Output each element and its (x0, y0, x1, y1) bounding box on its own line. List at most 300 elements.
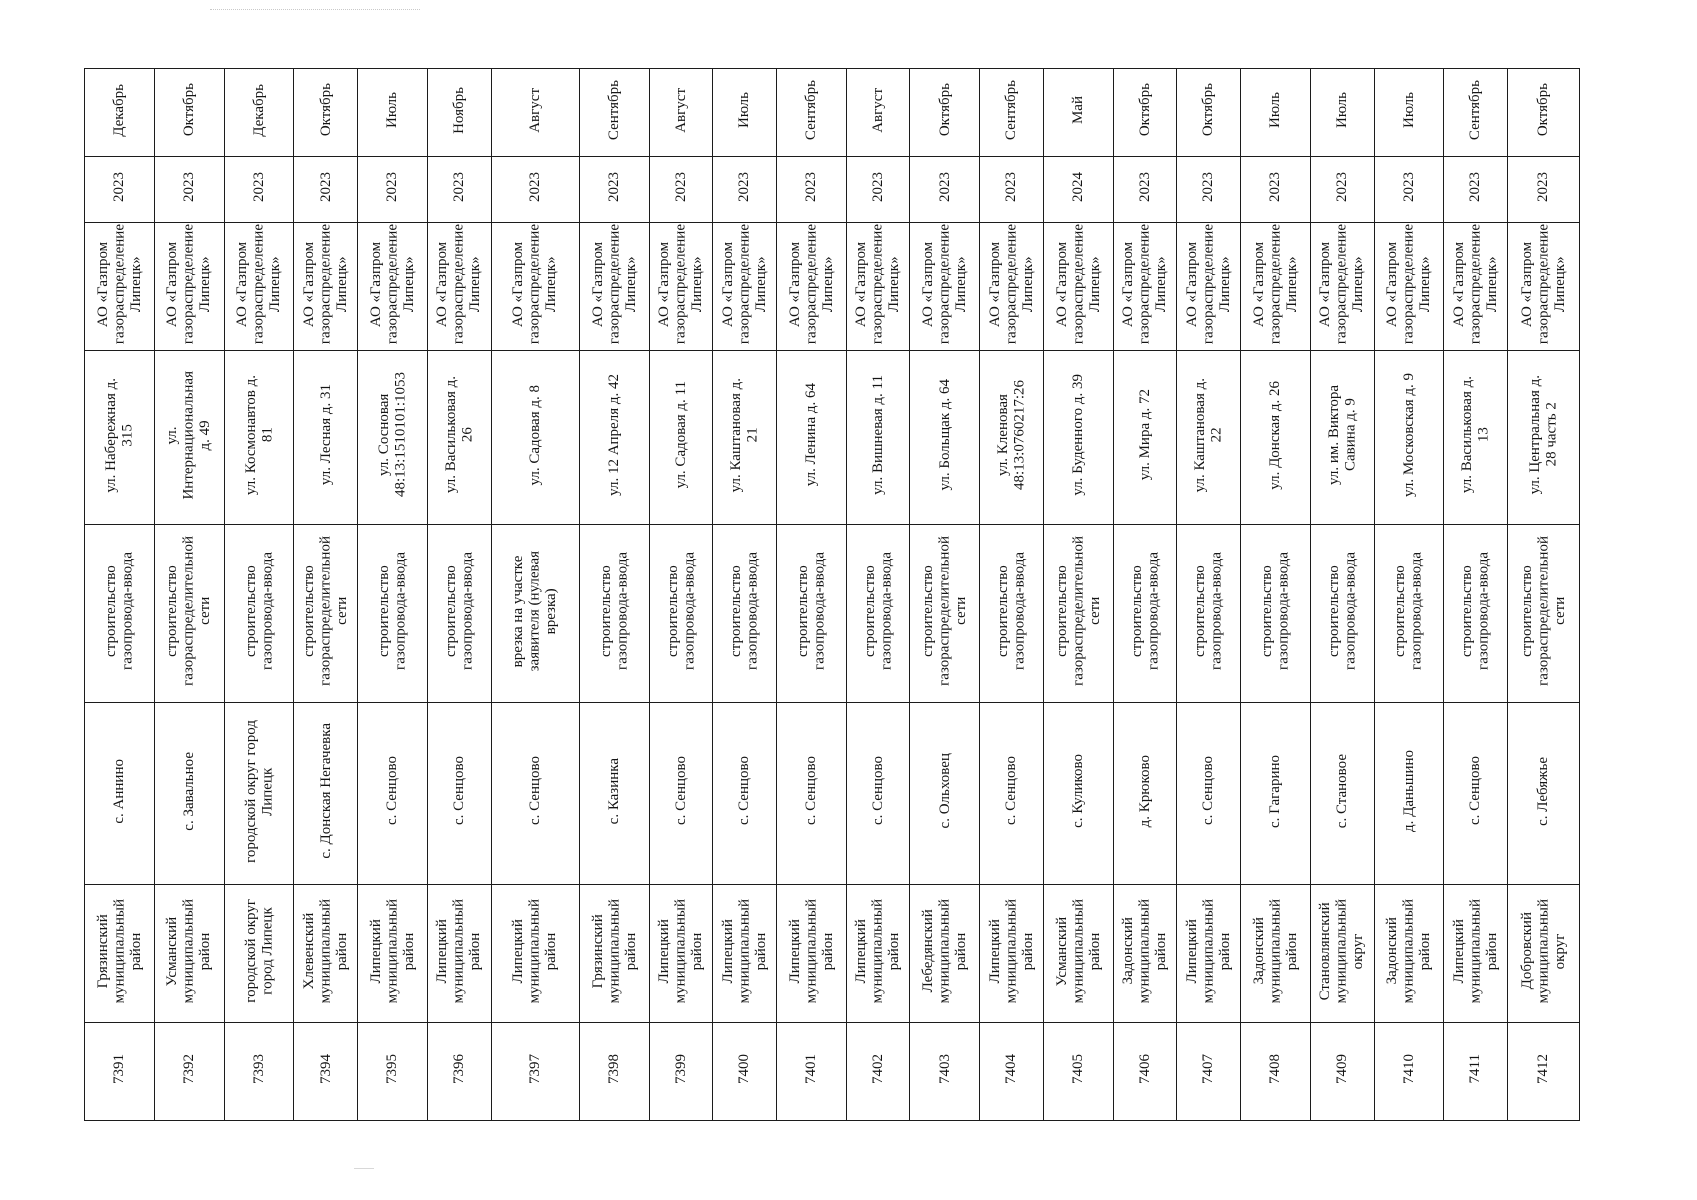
cell-year (294, 157, 358, 223)
locality-text: городской округ город Липецк (242, 719, 276, 863)
cell-address (776, 351, 846, 525)
cell-locality (1177, 703, 1241, 885)
cell-work (776, 525, 846, 703)
org-text: АО «Газпром газораспределение Липецк» (786, 223, 836, 345)
cell-locality (427, 703, 491, 885)
district-text: Усманский муниципальный район (164, 898, 214, 1004)
address-text: ул. Мира д. 72 (1136, 389, 1153, 481)
cell-district (1507, 885, 1579, 1023)
year-text: 2023 (736, 172, 753, 202)
locality-text: с. Лебяжье (1535, 756, 1552, 826)
locality-text: с. Аннино (111, 758, 128, 824)
cell-district (294, 885, 358, 1023)
cell-year (846, 157, 910, 223)
num-text: 7396 (450, 1054, 467, 1084)
cell-org (491, 223, 579, 351)
cell-locality (294, 703, 358, 885)
num-text: 7392 (180, 1054, 197, 1084)
cell-org (358, 223, 428, 351)
cell-district (1241, 885, 1311, 1023)
address-text: ул. Больщак д. 64 (936, 379, 953, 491)
field-row-organization (85, 223, 1580, 351)
cell-work (1177, 525, 1241, 703)
cell-month (154, 69, 224, 157)
address-text: ул. Набережная д. 315 (102, 377, 136, 493)
cell-district (846, 885, 910, 1023)
locality-text: д. Даньшино (1400, 750, 1417, 832)
locality-text: с. Сенцово (450, 756, 467, 826)
cell-org (579, 223, 649, 351)
cell-address (1241, 351, 1311, 525)
district-text: Липецкий муниципальный район (786, 898, 836, 1004)
org-text: АО «Газпром газораспределение Липецк» (656, 223, 706, 345)
cell-year (579, 157, 649, 223)
cell-org (1444, 223, 1508, 351)
num-text: 7403 (936, 1054, 953, 1084)
cell-year (1241, 157, 1311, 223)
address-text: ул. Ленина д. 64 (803, 383, 820, 487)
cell-org (713, 223, 777, 351)
address-text: ул. Космонавтов д. 81 (242, 374, 276, 496)
cell-org (846, 223, 910, 351)
address-text: ул. Васильковая д. 13 (1459, 376, 1492, 494)
cell-year (1177, 157, 1241, 223)
org-text: АО «Газпром газораспределение Липецк» (434, 223, 484, 345)
month-text: Июль (1400, 92, 1417, 128)
district-text: Липецкий муниципальный район (1183, 898, 1233, 1004)
cell-address (649, 351, 713, 525)
cell-district (776, 885, 846, 1023)
num-text: 7404 (1003, 1054, 1020, 1084)
cell-work (427, 525, 491, 703)
work-text: строительство газораспределительной сети (1053, 536, 1103, 686)
locality-text: с. Сенцово (869, 756, 886, 826)
year-text: 2023 (1535, 172, 1552, 202)
year-text: 2023 (1003, 172, 1020, 202)
cell-address (1043, 351, 1113, 525)
cell-locality (649, 703, 713, 885)
cell-district (1310, 885, 1374, 1023)
cell-year (1444, 157, 1508, 223)
cell-address (358, 351, 428, 525)
cell-org (910, 223, 980, 351)
cell-num (1241, 1023, 1311, 1121)
address-text: ул. Интернациональная д. 49 (164, 370, 214, 500)
cell-locality (224, 703, 294, 885)
cell-month (1177, 69, 1241, 157)
cell-locality (1113, 703, 1177, 885)
district-text: Липецкий муниципальный район (510, 898, 560, 1004)
cell-address (1177, 351, 1241, 525)
district-text: Грязинский муниципальный район (94, 898, 144, 1004)
district-text: Липецкий муниципальный район (367, 898, 417, 1004)
cell-num (491, 1023, 579, 1121)
cell-address (1113, 351, 1177, 525)
num-text: 7405 (1070, 1054, 1087, 1084)
org-text: АО «Газпром газораспределение Липецк» (1450, 223, 1500, 345)
month-text: Сентябрь (606, 79, 623, 141)
locality-text: с. Сенцово (1200, 756, 1217, 826)
cell-org (1177, 223, 1241, 351)
locality-text: с. Казинка (606, 757, 623, 825)
cell-month (1113, 69, 1177, 157)
district-text: Задонский муниципальный район (1250, 898, 1300, 1004)
org-text: АО «Газпром газораспределение Липецк» (986, 223, 1036, 345)
num-text: 7400 (736, 1054, 753, 1084)
work-text: строительство газопровода-ввода (102, 552, 136, 670)
year-text: 2023 (526, 172, 543, 202)
field-row-number (85, 1023, 1580, 1121)
year-text: 2023 (180, 172, 197, 202)
cell-year (491, 157, 579, 223)
cell-year (427, 157, 491, 223)
year-text: 2023 (672, 172, 689, 202)
work-text: строительство газопровода-ввода (242, 552, 276, 670)
cell-work (980, 525, 1044, 703)
cell-month (713, 69, 777, 157)
cell-address (294, 351, 358, 525)
cell-month (358, 69, 428, 157)
cell-work (910, 525, 980, 703)
cell-month (491, 69, 579, 157)
org-text: АО «Газпром газораспределение Липецк» (853, 223, 903, 345)
work-text: строительство газопровода-ввода (597, 552, 631, 670)
cell-address (427, 351, 491, 525)
cell-month (649, 69, 713, 157)
org-text: АО «Газпром газораспределение Липецк» (589, 223, 639, 345)
month-text: Октябрь (180, 83, 197, 137)
month-text: Декабрь (250, 83, 267, 137)
cell-address (224, 351, 294, 525)
work-text: строительство газопровода-ввода (1258, 552, 1292, 670)
org-text: АО «Газпром газораспределение Липецк» (920, 223, 970, 345)
cell-year (1507, 157, 1579, 223)
cell-month (1444, 69, 1508, 157)
num-text: 7408 (1267, 1054, 1284, 1084)
cell-district (579, 885, 649, 1023)
work-text: строительство газопровода-ввода (794, 552, 828, 670)
cell-num (1177, 1023, 1241, 1121)
cell-year (1113, 157, 1177, 223)
month-text: Август (526, 87, 543, 133)
address-text: ул. Буденного д. 39 (1070, 374, 1087, 496)
cell-month (294, 69, 358, 157)
cell-year (1310, 157, 1374, 223)
month-text: Октябрь (1136, 83, 1153, 137)
address-text: ул. Кленовая 48:13:0760217:26 (995, 379, 1028, 490)
month-text: Август (869, 87, 886, 133)
year-text: 2023 (317, 172, 334, 202)
cell-district (85, 885, 155, 1023)
cell-district (154, 885, 224, 1023)
cell-locality (1241, 703, 1311, 885)
district-text: Добровский муниципальный округ (1518, 898, 1568, 1004)
cell-month (1310, 69, 1374, 157)
cell-work (358, 525, 428, 703)
work-text: строительство газопровода-ввода (442, 552, 476, 670)
cell-year (1043, 157, 1113, 223)
num-text: 7394 (317, 1054, 334, 1084)
year-text: 2023 (606, 172, 623, 202)
scan-artifact-line (210, 9, 420, 10)
cell-month (776, 69, 846, 157)
address-text: ул. Вишневая д. 11 (869, 375, 886, 495)
cell-org (1310, 223, 1374, 351)
cell-year (649, 157, 713, 223)
month-text: Октябрь (317, 83, 334, 137)
month-text: Май (1070, 95, 1087, 125)
cell-num (358, 1023, 428, 1121)
cell-address (154, 351, 224, 525)
cell-address (1444, 351, 1508, 525)
num-text: 7406 (1136, 1054, 1153, 1084)
cell-org (1241, 223, 1311, 351)
year-text: 2023 (1136, 172, 1153, 202)
num-text: 7401 (803, 1054, 820, 1084)
work-text: строительство газораспределительной сети (164, 536, 214, 686)
cell-address (85, 351, 155, 525)
district-text: городской округ город Липецк (242, 899, 276, 1003)
address-text: ул. Васильковая д. 26 (442, 376, 476, 494)
cell-work (1507, 525, 1579, 703)
cell-district (1374, 885, 1444, 1023)
cell-num (1507, 1023, 1579, 1121)
cell-locality (846, 703, 910, 885)
cell-month (224, 69, 294, 157)
cell-address (491, 351, 579, 525)
year-text: 2023 (1400, 172, 1417, 202)
cell-work (1444, 525, 1508, 703)
year-text: 2023 (111, 172, 128, 202)
cell-address (713, 351, 777, 525)
field-row-district (85, 885, 1580, 1023)
month-text: Ноябрь (450, 86, 467, 134)
num-text: 7412 (1535, 1054, 1552, 1084)
district-text: Становлянский муниципальный округ (1317, 898, 1367, 1004)
cell-num (1374, 1023, 1444, 1121)
month-text: Сентябрь (1003, 79, 1020, 141)
district-text: Липецкий муниципальный район (986, 898, 1036, 1004)
work-text: строительство газопровода-ввода (1325, 552, 1359, 670)
org-text: АО «Газпром газораспределение Липецк» (367, 223, 417, 345)
cell-year (713, 157, 777, 223)
month-text: Июль (736, 92, 753, 128)
cell-district (1177, 885, 1241, 1023)
num-text: 7402 (869, 1054, 886, 1084)
district-text: Лебедянский муниципальный район (920, 898, 970, 1004)
cell-org (85, 223, 155, 351)
cell-locality (154, 703, 224, 885)
cell-year (910, 157, 980, 223)
address-text: ул. Лесная д. 31 (317, 384, 334, 486)
cell-month (579, 69, 649, 157)
cell-work (579, 525, 649, 703)
cell-district (713, 885, 777, 1023)
cell-district (358, 885, 428, 1023)
locality-text: с. Сенцово (526, 756, 543, 826)
district-text: Задонский муниципальный район (1120, 898, 1170, 1004)
org-text: АО «Газпром газораспределение Липецк» (719, 223, 769, 345)
cell-work (294, 525, 358, 703)
year-text: 2023 (803, 172, 820, 202)
field-row-month (85, 69, 1580, 157)
cell-month (1507, 69, 1579, 157)
district-text: Липецкий муниципальный район (656, 898, 706, 1004)
month-text: Сентябрь (1467, 79, 1484, 141)
org-text: АО «Газпром газораспределение Липецк» (510, 223, 560, 345)
cell-locality (358, 703, 428, 885)
cell-org (1374, 223, 1444, 351)
cell-work (1043, 525, 1113, 703)
num-text: 7397 (526, 1054, 543, 1084)
cell-district (649, 885, 713, 1023)
cell-work (154, 525, 224, 703)
cell-locality (713, 703, 777, 885)
address-text: ул. Сосновая 48:13:1510101:1053 (376, 372, 409, 498)
cell-num (427, 1023, 491, 1121)
cell-year (85, 157, 155, 223)
district-text: Липецкий муниципальный район (853, 898, 903, 1004)
work-text: строительство газораспределительной сети (301, 536, 351, 686)
cell-work (491, 525, 579, 703)
address-text: ул. Московская д. 9 (1400, 373, 1417, 497)
cell-district (427, 885, 491, 1023)
district-text: Хлевенский муниципальный район (301, 898, 351, 1004)
cell-num (85, 1023, 155, 1121)
cell-num (579, 1023, 649, 1121)
month-text: Июль (1267, 92, 1284, 128)
cell-locality (1374, 703, 1444, 885)
locality-text: с. Сенцово (803, 756, 820, 826)
cell-org (154, 223, 224, 351)
month-text: Октябрь (936, 83, 953, 137)
work-text: строительство газопровода-ввода (1392, 552, 1425, 670)
locality-text: с. Донская Негачевка (317, 723, 334, 859)
locality-text: с. Сенцово (384, 756, 401, 826)
cell-year (154, 157, 224, 223)
num-text: 7410 (1400, 1054, 1417, 1084)
cell-year (224, 157, 294, 223)
locality-text: с. Сенцово (672, 756, 689, 826)
cell-locality (910, 703, 980, 885)
cell-locality (579, 703, 649, 885)
cell-address (579, 351, 649, 525)
cell-work (649, 525, 713, 703)
year-text: 2023 (1333, 172, 1350, 202)
cell-org (1113, 223, 1177, 351)
cell-district (491, 885, 579, 1023)
work-text: строительство газораспределительной сети (920, 536, 970, 686)
cell-year (980, 157, 1044, 223)
month-text: Декабрь (111, 83, 128, 137)
address-text: ул. им. Виктора Савина д. 9 (1325, 385, 1359, 485)
year-text: 2023 (250, 172, 267, 202)
field-row-work-type (85, 525, 1580, 703)
num-text: 7391 (111, 1054, 128, 1084)
num-text: 7395 (384, 1054, 401, 1084)
address-text: ул. Центральная д. 28 часть 2 (1526, 375, 1560, 495)
month-text: Октябрь (1200, 83, 1217, 137)
cell-address (1374, 351, 1444, 525)
work-text: строительство газораспределительной сети (1518, 536, 1568, 686)
district-text: Липецкий муниципальный район (719, 898, 769, 1004)
org-text: АО «Газпром газораспределение Липецк» (1183, 223, 1233, 345)
cell-work (846, 525, 910, 703)
cell-year (358, 157, 428, 223)
year-text: 2024 (1070, 172, 1087, 202)
org-text: АО «Газпром газораспределение Липецк» (234, 223, 284, 345)
work-text: строительство газопровода-ввода (861, 552, 895, 670)
num-text: 7393 (250, 1054, 267, 1084)
cell-num (1444, 1023, 1508, 1121)
district-text: Липецкий муниципальный район (1450, 898, 1500, 1004)
org-text: АО «Газпром газораспределение Липецк» (94, 223, 144, 345)
cell-locality (85, 703, 155, 885)
month-text: Август (672, 87, 689, 133)
cell-org (1507, 223, 1579, 351)
year-text: 2023 (869, 172, 886, 202)
cell-month (980, 69, 1044, 157)
work-text: строительство газопровода-ввода (1459, 552, 1492, 670)
cell-district (980, 885, 1044, 1023)
year-text: 2023 (936, 172, 953, 202)
district-text: Усманский муниципальный район (1053, 898, 1103, 1004)
cell-locality (1310, 703, 1374, 885)
cell-org (427, 223, 491, 351)
cell-month (910, 69, 980, 157)
cell-num (713, 1023, 777, 1121)
cell-locality (1507, 703, 1579, 885)
year-text: 2023 (1267, 172, 1284, 202)
cell-month (1043, 69, 1113, 157)
cell-work (713, 525, 777, 703)
work-text: строительство газопровода-ввода (664, 552, 697, 670)
cell-org (224, 223, 294, 351)
year-text: 2023 (450, 172, 467, 202)
field-row-locality (85, 703, 1580, 885)
cell-month (846, 69, 910, 157)
cell-num (224, 1023, 294, 1121)
cell-address (980, 351, 1044, 525)
locality-text: с. Становое (1333, 753, 1350, 829)
cell-num (154, 1023, 224, 1121)
locality-text: с. Куликово (1070, 754, 1087, 828)
cell-month (85, 69, 155, 157)
district-text: Грязинский муниципальный район (589, 898, 639, 1004)
org-text: АО «Газпром газораспределение Липецк» (1120, 223, 1170, 345)
work-text: строительство газопровода-ввода (1128, 552, 1162, 670)
district-text: Липецкий муниципальный район (434, 898, 484, 1004)
cell-org (980, 223, 1044, 351)
org-text: АО «Газпром газораспределение Липецк» (1250, 223, 1300, 345)
address-text: ул. 12 Апреля д. 42 (606, 374, 623, 496)
month-text: Июль (1333, 92, 1350, 128)
locality-text: д. Крюково (1136, 754, 1153, 828)
cell-address (846, 351, 910, 525)
cell-locality (1444, 703, 1508, 885)
org-text: АО «Газпром газораспределение Липецк» (1053, 223, 1103, 345)
cell-num (846, 1023, 910, 1121)
cell-district (910, 885, 980, 1023)
work-text: строительство газопровода-ввода (1192, 552, 1225, 670)
num-text: 7407 (1200, 1054, 1217, 1084)
address-text: ул. Донская д. 26 (1267, 380, 1284, 490)
year-text: 2023 (1200, 172, 1217, 202)
address-text: ул. Каштановая д. 22 (1192, 377, 1225, 493)
cell-work (1241, 525, 1311, 703)
year-text: 2023 (1467, 172, 1484, 202)
cell-district (224, 885, 294, 1023)
